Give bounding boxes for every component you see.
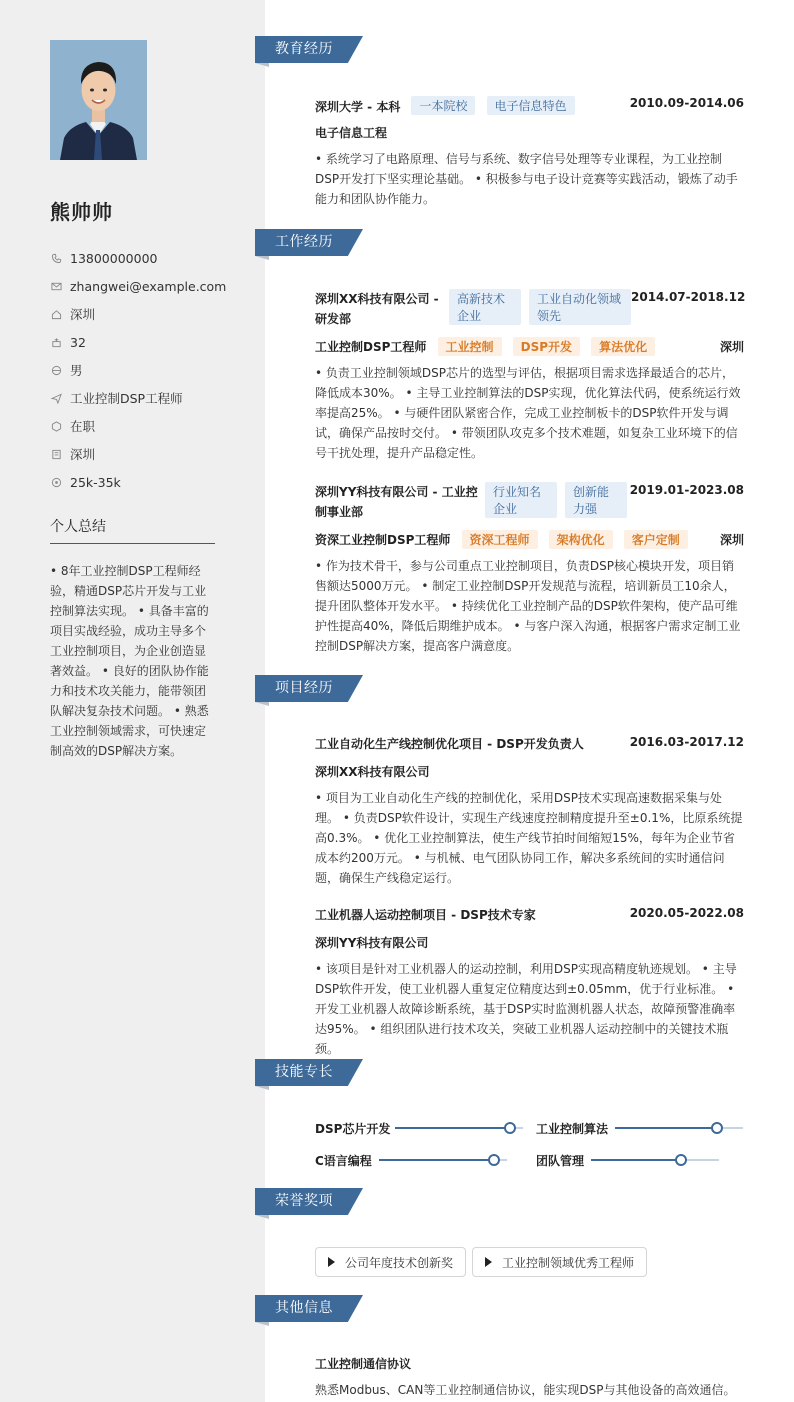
education-entry (315, 96, 744, 209)
status-icon (50, 420, 62, 432)
skill-name: DSP芯片开发 (315, 1122, 391, 1136)
info-age (50, 328, 250, 356)
project-name: 工业机器人运动控制项目 - DSP技术专家 (315, 908, 536, 922)
company-tag: 行业知名企业 (485, 482, 557, 518)
project-desc: • 项目为工业自动化生产线的控制优化，采用DSP技术实现高速数据采集与处理。 • 负责DSP软件设计，实现生产线速度控制精度提升至±0.1%，比原系统提高0.3%。 • 优化工业控制算法，使生产线节拍时间缩短15%，每年为企业节省成本约200万元。 • 与机械、电气团队协同工作，解决多系统间的实时通信问题，确保生产线稳定运行。 (315, 791, 743, 885)
summary-title: 个人总结 (50, 519, 106, 535)
award-item (315, 1247, 466, 1277)
gender-icon (50, 364, 62, 376)
profile-name: 熊帅帅 (50, 200, 113, 224)
work-city: 深圳 (719, 532, 744, 547)
city-text: 深圳 (70, 447, 96, 462)
skill-bar (379, 1159, 507, 1161)
company-name: 深圳XX科技有限公司 - 研发部 (315, 292, 439, 326)
other-entry (315, 1355, 744, 1400)
section-title: 荣誉奖项 (275, 1193, 333, 1209)
salary-icon (50, 476, 62, 488)
school-tag: 电子信息特色 (487, 96, 575, 115)
play-icon (328, 1257, 335, 1267)
section-title: 项目经历 (275, 680, 333, 696)
sidebar (0, 0, 265, 1402)
email-text: zhangwei@example.com (70, 278, 227, 294)
skill-tag: 客户定制 (624, 530, 688, 549)
skill-tag: 资深工程师 (462, 530, 538, 549)
project-entry (315, 735, 744, 888)
section-header-awards (255, 1188, 363, 1218)
skill-tag: 工业控制 (438, 337, 502, 356)
work-date: 2014.07-2018.12 (631, 290, 746, 304)
section-header-work (255, 229, 363, 259)
phone-icon (50, 252, 62, 264)
profile-photo (50, 40, 147, 160)
job-title: 资深工业控制DSP工程师 (315, 533, 451, 547)
skill-name: 工业控制算法 (536, 1122, 609, 1136)
project-date: 2020.05-2022.08 (629, 906, 744, 920)
age-icon (50, 336, 62, 348)
skill-bar (591, 1159, 719, 1161)
school-name: 深圳大学 - 本科 (315, 100, 401, 114)
skill-bar (615, 1127, 743, 1129)
award-label: 工业控制领域优秀工程师 (502, 1255, 635, 1270)
project-company: 深圳XX科技有限公司 (315, 765, 430, 779)
project-name: 工业自动化生产线控制优化项目 - DSP开发负责人 (315, 737, 584, 751)
school-tag: 一本院校 (411, 96, 475, 115)
section-header-skills (255, 1059, 363, 1089)
section-title: 其他信息 (275, 1300, 333, 1316)
info-status (50, 412, 250, 440)
company-tag: 创新能力强 (565, 482, 627, 518)
work-entry (315, 482, 744, 656)
work-desc: • 负责工业控制领域DSP芯片的选型与评估，根据项目需求选择最适合的芯片，降低成本30%。 • 主导工业控制算法的DSP实现，优化算法代码，使系统运行效率提高25%。 • 与硬件团队紧密合作，完成工业控制板卡的DSP软件开发与调试，确保产品按时交付。 • 带领团队攻克多个技术难题，如复杂工业环境下的信号干扰处理，提升产品稳定性。 (315, 366, 741, 460)
other-desc: 熟悉Modbus、CAN等工业控制通信协议，能实现DSP与其他设备的高效通信。 (315, 1383, 736, 1397)
salary-text: 25k-35k (70, 474, 121, 490)
home-icon (50, 308, 62, 320)
info-gender (50, 356, 250, 384)
skill-name: C语言编程 (315, 1154, 372, 1168)
gender-text: 男 (70, 363, 83, 378)
building-icon (50, 448, 62, 460)
info-phone (50, 244, 250, 272)
contact-info-list (50, 244, 250, 496)
skill-tag: 算法优化 (591, 337, 655, 356)
section-title: 教育经历 (275, 41, 333, 57)
project-company: 深圳YY科技有限公司 (315, 936, 429, 950)
skill-tag: DSP开发 (513, 337, 580, 356)
education-desc: • 系统学习了电路原理、信号与系统、数字信号处理等专业课程，为工业控制DSP开发打下坚实理论基础。 • 积极参与电子设计竞赛等实践活动，锻炼了动手能力和团队协作能力。 (315, 152, 738, 206)
work-city: 深圳 (719, 339, 744, 354)
skill-bar (395, 1127, 523, 1129)
job-text: 工业控制DSP工程师 (70, 391, 183, 406)
info-salary (50, 468, 250, 496)
other-title: 工业控制通信协议 (315, 1357, 412, 1371)
section-title: 工作经历 (275, 234, 333, 250)
summary-text: • 8年工业控制DSP工程师经验，精通DSP芯片开发与工业控制算法实现。 • 具备丰富的项目实战经验，成功主导多个工业控制项目，为企业创造显著效益。 • 良好的团队协作能力和技术攻关能力，能带领团队解决复杂技术问题。 • 熟悉工业控制领域需求，可快速定制高效的DSP解决方案。 (50, 564, 209, 758)
mail-icon (50, 280, 62, 292)
section-title: 技能专长 (275, 1064, 333, 1080)
section-header-education (255, 36, 363, 66)
major: 电子信息工程 (315, 126, 388, 140)
award-label: 公司年度技术创新奖 (345, 1255, 454, 1270)
project-entry (315, 906, 744, 1059)
work-desc: • 作为技术骨干，参与公司重点工业控制项目，负责DSP核心模块开发，项目销售额达5000万元。 • 制定工业控制DSP开发规范与流程，培训新员工10余人，提升团队整体开发水平。 • 持续优化工业控制产品的DSP软件架构，使产品可维护性提高40%，降低后期维护成本。 • 与客户深入沟通，根据客户需求定制工业控制DSP解决方案，提高客户满意度。 (315, 559, 741, 653)
company-tag: 高新技术企业 (449, 289, 521, 325)
project-desc: • 该项目是针对工业机器人的运动控制，利用DSP实现高精度轨迹规划。 • 主导DSP软件开发，使工业机器人重复定位精度达到±0.05mm，优于行业标准。 • 开发工业机器人故障诊断系统，基于DSP实时监测机器人状态，故障预警准确率达95%。 • 组织团队进行技术攻关，突破工业机器人运动控制中的关键技术瓶颈。 (315, 962, 737, 1056)
skill-tag: 架构优化 (549, 530, 613, 549)
phone-text: 13800000000 (70, 250, 158, 266)
location-text: 深圳 (70, 307, 96, 322)
info-location (50, 300, 250, 328)
education-date: 2010.09-2014.06 (629, 96, 744, 110)
info-city (50, 440, 250, 468)
info-job (50, 384, 250, 412)
company-name: 深圳YY科技有限公司 - 工业控制事业部 (315, 485, 478, 519)
job-title: 工业控制DSP工程师 (315, 340, 427, 354)
section-header-project (255, 675, 363, 705)
project-date: 2016.03-2017.12 (629, 735, 744, 749)
section-header-other (255, 1295, 363, 1325)
work-date: 2019.01-2023.08 (629, 483, 744, 497)
company-tag: 工业自动化领域领先 (529, 289, 631, 325)
info-email (50, 272, 250, 300)
work-entry (315, 289, 744, 463)
summary-divider (50, 543, 215, 544)
send-icon (50, 392, 62, 404)
award-item (472, 1247, 647, 1277)
age-text: 32 (70, 334, 86, 350)
play-icon (485, 1257, 492, 1267)
status-text: 在职 (70, 419, 96, 434)
skill-name: 团队管理 (536, 1154, 585, 1168)
